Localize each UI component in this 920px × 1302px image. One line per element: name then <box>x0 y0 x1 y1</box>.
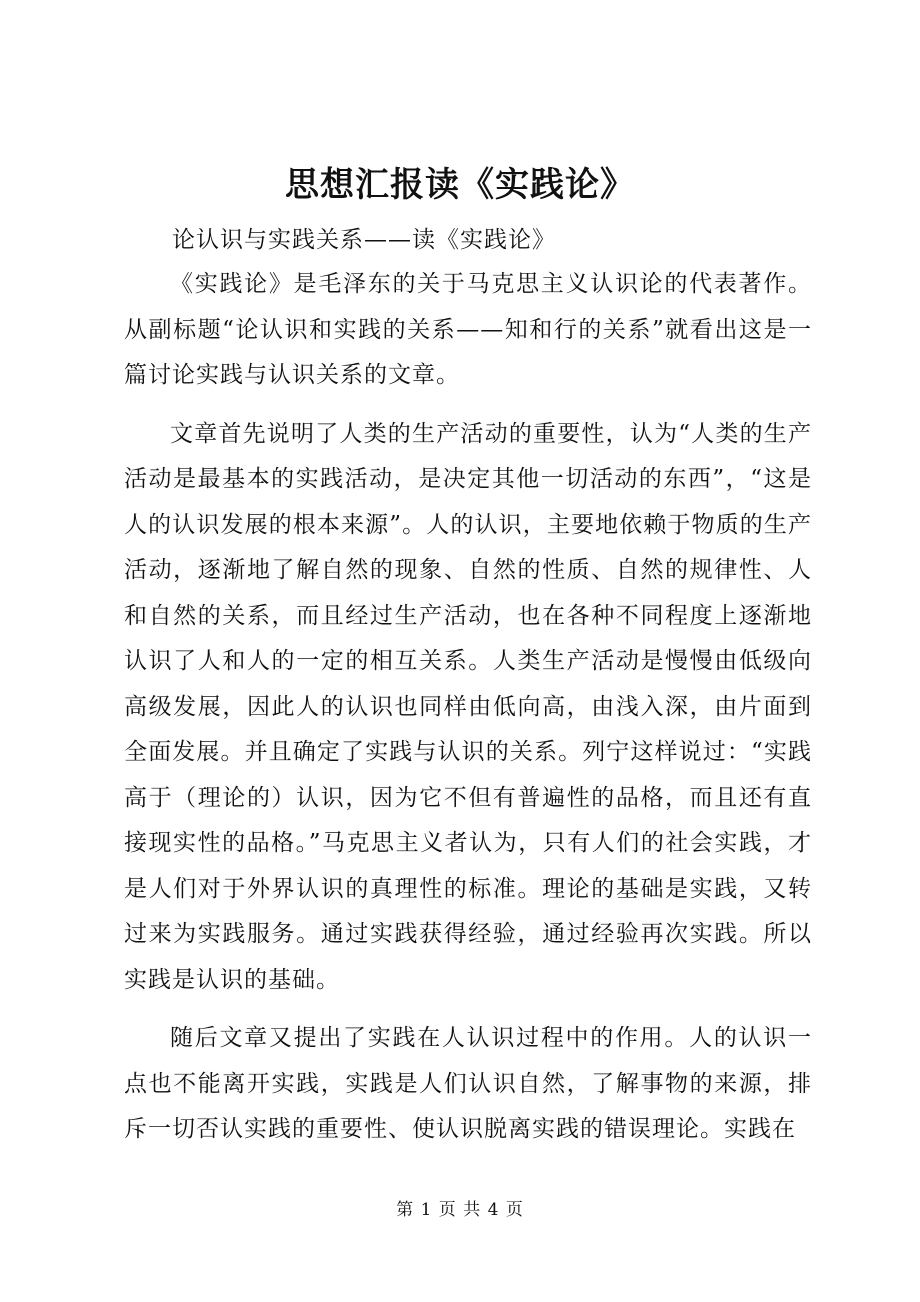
page-number-footer: 第 1 页 共 4 页 <box>396 1200 524 1220</box>
paragraph-3: 随后文章又提出了实践在人认识过程中的作用。人的认识一点也不能离开实践，实践是人们认识自然，了解事物的来源，排斥一切否认实践的重要性、使认识脱离实践的错误理论。实践在 <box>124 1025 812 1142</box>
paragraph-2: 文章首先说明了人类的生产活动的重要性，认为“人类的生产活动是最基本的实践活动，是决定其他一切活动的东西”，“这是人的认识发展的根本来源”。人的认识，主要地依赖于物质的生产活动，逐渐地了解自然的现象、自然的性质、自然的规律性、人和自然的关系，而且经过生产活动，也在各种不同程度上逐渐地认识了人和人的一定的相互关系。人类生产活动是慢慢由低级向高级发展，因此人的认识也同样由低向高，由浅入深，由片面到全面发展。并且确定了实践与认识的关系。列宁这样说过：“实践高于（理论的）认识，因为它不但有普遍性的品格，而且还有直接现实性的品格。”马克思主义者认为，只有人们的社会实践，才是人们对于外界认识的真理性的标准。理论的基础是实践，又转过来为实践服务。通过实践获得经验，通过经验再次实践。所以实践是认识的基础。 <box>124 420 812 993</box>
document-subtitle: 论认识与实践关系——读《实践论》 <box>172 227 556 253</box>
paragraph-1: 《实践论》是毛泽东的关于马克思主义认识论的代表著作。从副标题“论认识和实践的关系——知和行的关系”就看出这是一篇讨论实践与认识关系的文章。 <box>124 271 812 388</box>
document-title: 思想汇报读《实践论》 <box>285 165 635 205</box>
document-body <box>124 262 812 1166</box>
